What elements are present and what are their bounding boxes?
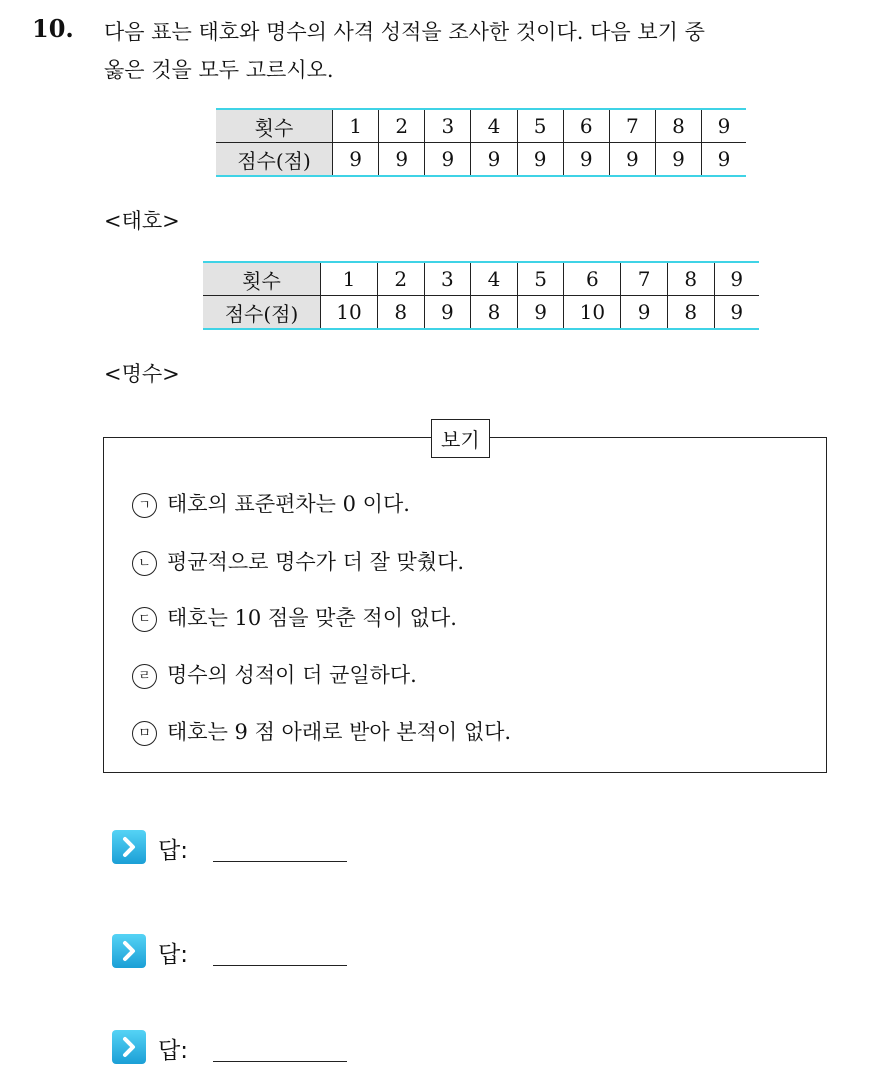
table-cell: 2 (378, 262, 425, 296)
table-cell: 8 (471, 296, 518, 330)
table-cell: 10 (564, 296, 621, 330)
chevron-right-icon (112, 830, 146, 864)
table-cell: 9 (621, 296, 668, 330)
row-label: 횟수 (216, 109, 333, 143)
answer-label: 답: (158, 942, 188, 968)
table-cell: 1 (321, 262, 378, 296)
table-cell: 9 (702, 109, 747, 143)
answer-label: 답: (158, 838, 188, 864)
table-cell: 9 (333, 143, 379, 177)
answer-blank[interactable] (213, 1061, 347, 1062)
bogi-item-text: 태호의 표준편차는 0 이다. (167, 492, 410, 516)
table-cell: 9 (714, 262, 759, 296)
answer-label: 답: (158, 1038, 188, 1064)
table-cell: 4 (471, 109, 517, 143)
table-cell: 3 (425, 109, 471, 143)
marker-circle-icon: ㅁ (132, 721, 157, 746)
answer-blank[interactable] (213, 965, 347, 966)
taeho-score-table (216, 108, 746, 177)
table-cell: 2 (379, 109, 425, 143)
bogi-item (132, 546, 464, 576)
table-cell: 8 (667, 262, 714, 296)
marker-circle-icon: ㄴ (132, 551, 157, 576)
table-cell: 1 (333, 109, 379, 143)
bogi-title: 보기 (431, 419, 490, 458)
bogi-item-text: 평균적으로 명수가 더 잘 맞췄다. (167, 550, 465, 574)
table-cell: 8 (378, 296, 425, 330)
bogi-item (132, 602, 457, 632)
marker-circle-icon: ㄷ (132, 607, 157, 632)
row-label: 점수(점) (216, 143, 333, 177)
table-cell: 10 (321, 296, 378, 330)
table-row (216, 109, 746, 143)
myeongsu-caption: <명수> (104, 362, 180, 386)
table-row (203, 296, 759, 330)
table-cell: 9 (517, 296, 564, 330)
table-cell: 6 (563, 109, 609, 143)
bogi-item (132, 488, 410, 518)
bogi-item-text: 태호는 10 점을 맞춘 적이 없다. (167, 606, 457, 630)
table-cell: 9 (425, 143, 471, 177)
answer-blank[interactable] (213, 861, 347, 862)
table-cell: 9 (714, 296, 759, 330)
table-cell: 9 (471, 143, 517, 177)
chevron-right-icon (112, 1030, 146, 1064)
row-label: 횟수 (203, 262, 321, 296)
table-cell: 8 (655, 109, 701, 143)
table-cell: 9 (563, 143, 609, 177)
marker-circle-icon: ㄹ (132, 664, 157, 689)
table-cell: 9 (517, 143, 563, 177)
table-row (216, 143, 746, 177)
chevron-right-icon (112, 934, 146, 968)
myeongsu-score-table (203, 261, 759, 330)
table-cell: 4 (471, 262, 518, 296)
marker-circle-icon: ㄱ (132, 493, 157, 518)
table-cell: 9 (609, 143, 655, 177)
table-cell: 5 (517, 262, 564, 296)
question-number: 10. (32, 14, 74, 43)
table-cell: 5 (517, 109, 563, 143)
row-label: 점수(점) (203, 296, 321, 330)
table-cell: 3 (424, 262, 471, 296)
table-cell: 7 (609, 109, 655, 143)
table-cell: 8 (667, 296, 714, 330)
question-text-line2: 옳은 것을 모두 고르시오. (104, 58, 334, 82)
bogi-item-text: 태호는 9 점 아래로 받아 본적이 없다. (167, 720, 512, 744)
bogi-item-text: 명수의 성적이 더 균일하다. (167, 663, 417, 687)
table-cell: 9 (702, 143, 747, 177)
table-cell: 6 (564, 262, 621, 296)
question-text-line1: 다음 표는 태호와 명수의 사격 성적을 조사한 것이다. 다음 보기 중 (104, 20, 705, 44)
table-cell: 9 (424, 296, 471, 330)
table-cell: 7 (621, 262, 668, 296)
table-cell: 9 (379, 143, 425, 177)
bogi-item (132, 659, 417, 689)
bogi-item (132, 716, 511, 746)
taeho-caption: <태호> (104, 209, 180, 233)
table-cell: 9 (655, 143, 701, 177)
table-row (203, 262, 759, 296)
